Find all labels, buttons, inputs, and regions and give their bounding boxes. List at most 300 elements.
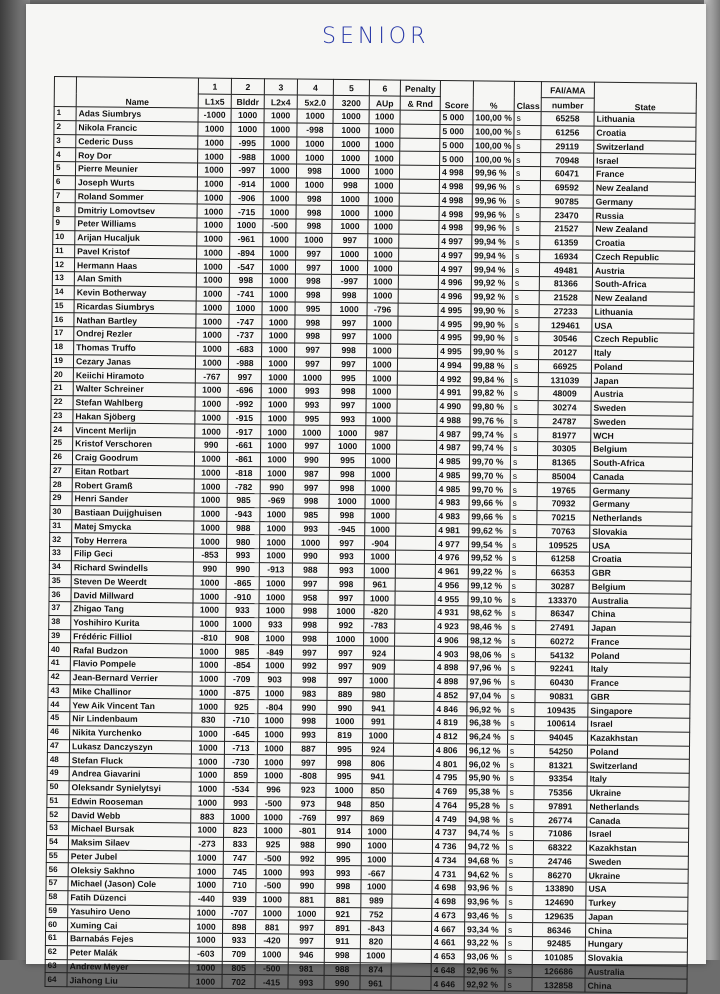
rank-cell: 26	[50, 450, 72, 464]
total-score-cell: 4 736	[432, 839, 465, 853]
pilot-name-cell: Henri Sander	[72, 492, 194, 507]
round-1-score-cell: 1000	[194, 452, 227, 466]
round-2-score-cell: -988	[228, 356, 261, 370]
class-cell: s	[507, 771, 534, 785]
percent-cell: 99,74 %	[470, 441, 511, 455]
round-1-score-cell: 1000	[194, 465, 227, 479]
round-4-score-cell: 923	[290, 783, 326, 797]
rank-cell: 16	[52, 313, 74, 327]
total-score-cell: 4 898	[434, 674, 467, 688]
class-cell: s	[509, 579, 536, 593]
penalty-cell	[397, 385, 437, 399]
fai-number-cell: 66925	[538, 359, 591, 373]
round-2-score-cell: -683	[229, 342, 262, 356]
round-2-score-cell: -534	[224, 782, 257, 796]
round-3-score-cell: 1000	[261, 356, 294, 370]
fai-number-cell: 21527	[540, 222, 593, 236]
total-score-cell: 4 990	[437, 399, 470, 413]
fai-number-cell: 124690	[533, 895, 586, 909]
round-2-score-cell: 747	[223, 851, 256, 865]
class-cell: s	[506, 868, 533, 882]
round-3-score-cell: 1000	[261, 397, 294, 411]
round-1-score-cell: 1000	[195, 355, 228, 369]
total-score-cell: 4 981	[436, 523, 469, 537]
rank-cell: 61	[45, 931, 67, 945]
rank-cell: 57	[46, 876, 68, 890]
round-2-score-cell: -713	[224, 741, 257, 755]
percent-cell: 99,70 %	[469, 455, 510, 469]
round-2-score-cell: 710	[223, 878, 256, 892]
round-5-score-cell: 1000	[328, 632, 364, 646]
state-cell: Croatia	[594, 126, 696, 141]
class-cell: s	[509, 620, 536, 634]
state-cell: New Zealand	[593, 222, 695, 237]
round-3-score-cell: 1000	[264, 109, 297, 123]
round-3-score-cell: -969	[260, 494, 293, 508]
pilot-name-cell: Hermann Haas	[74, 258, 196, 273]
state-cell: Lithuania	[594, 112, 696, 127]
rank-cell: 3	[54, 134, 76, 148]
rank-cell: 52	[47, 808, 69, 822]
round-6-score-cell: 1000	[369, 137, 400, 151]
state-cell: Japan	[586, 910, 688, 925]
round-3-score-cell: 990	[260, 480, 293, 494]
penalty-cell	[400, 110, 440, 124]
percent-cell: 99,84 %	[470, 372, 511, 386]
round-1-score-cell: -440	[190, 892, 223, 906]
rank-cell: 9	[53, 216, 75, 230]
rank-cell: 13	[52, 271, 74, 285]
penalty-cell	[399, 248, 439, 262]
round-4-score-cell: 981	[288, 962, 324, 976]
round-4-score-cell: 993	[294, 398, 330, 412]
percent-cell: 99,94 %	[472, 248, 513, 262]
class-cell: s	[508, 648, 535, 662]
round-6-score-cell: 909	[363, 660, 394, 674]
pilot-name-cell: Roland Sommer	[75, 189, 197, 204]
state-cell: Sweden	[591, 415, 693, 430]
rank-cell: 27	[50, 464, 72, 478]
round-1-score-cell: 1000	[189, 933, 222, 947]
fai-number-cell: 60272	[536, 634, 589, 648]
round-5-score-cell: 997	[326, 811, 362, 825]
total-score-cell: 4 996	[438, 289, 471, 303]
class-cell: s	[510, 538, 537, 552]
round-3-score-cell: 1000	[257, 810, 290, 824]
round-4-score-cell: 988	[292, 563, 328, 577]
class-cell: s	[513, 194, 540, 208]
header-round-2-task: Blddr	[231, 94, 264, 108]
round-1-score-cell: -273	[190, 837, 223, 851]
round-5-score-cell: 1000	[330, 426, 366, 440]
round-5-score-cell: -945	[329, 522, 365, 536]
fai-number-cell: 85004	[537, 469, 590, 483]
state-cell: Italy	[592, 346, 694, 361]
total-score-cell: 4 995	[438, 331, 471, 345]
round-3-score-cell: 1000	[258, 714, 291, 728]
fai-number-cell: 60471	[540, 167, 593, 181]
header-round-5-number: 5	[333, 79, 369, 95]
round-1-score-cell: -810	[193, 630, 226, 644]
round-6-score-cell: 1000	[367, 275, 398, 289]
percent-cell: 93,22 %	[464, 936, 505, 950]
round-3-score-cell: 1000	[262, 274, 295, 288]
total-score-cell: 4 997	[439, 248, 472, 262]
rank-cell: 23	[51, 409, 73, 423]
percent-cell: 93,34 %	[465, 922, 506, 936]
round-4-score-cell: 998	[296, 219, 332, 233]
round-1-score-cell: 1000	[190, 864, 223, 878]
percent-cell: 99,96 %	[472, 207, 513, 221]
rank-cell: 54	[46, 835, 68, 849]
total-score-cell: 4 988	[437, 413, 470, 427]
pilot-name-cell: Thomas Truffo	[74, 340, 196, 355]
total-score-cell: 4 995	[438, 317, 471, 331]
round-2-score-cell: 702	[222, 975, 255, 989]
round-3-score-cell: 1000	[262, 260, 295, 274]
round-3-score-cell: 1000	[263, 232, 296, 246]
percent-cell: 97,96 %	[467, 675, 508, 689]
round-2-score-cell: -710	[225, 713, 258, 727]
state-cell: Russia	[593, 208, 695, 223]
round-6-score-cell: 1000	[364, 591, 395, 605]
round-5-score-cell: 997	[327, 646, 363, 660]
round-3-score-cell: 1000	[260, 521, 293, 535]
round-4-score-cell: 1000	[297, 137, 333, 151]
state-cell: Poland	[588, 648, 690, 663]
total-score-cell: 4 667	[432, 922, 465, 936]
round-3-score-cell: 1000	[256, 865, 289, 879]
class-cell: s	[508, 661, 535, 675]
round-5-score-cell: 995	[329, 453, 365, 467]
total-score-cell: 4 806	[433, 743, 466, 757]
rank-cell: 58	[46, 890, 68, 904]
state-cell: Sweden	[586, 855, 688, 870]
header-percent: %	[473, 81, 514, 111]
round-4-score-cell: 998	[296, 164, 332, 178]
penalty-cell	[399, 165, 439, 179]
state-cell: Czech Republic	[592, 332, 694, 347]
state-cell: Belgium	[589, 580, 691, 595]
round-2-score-cell: 709	[222, 947, 255, 961]
round-2-score-cell: -730	[224, 755, 257, 769]
penalty-cell	[392, 853, 432, 867]
fai-number-cell: 61256	[541, 125, 594, 139]
fai-number-cell: 48009	[538, 387, 591, 401]
class-cell: s	[508, 730, 535, 744]
total-score-cell: 4 956	[435, 578, 468, 592]
percent-cell: 99,70 %	[469, 482, 510, 496]
rank-cell: 1	[54, 107, 76, 121]
pilot-name-cell: Kevin Botherway	[74, 285, 196, 300]
round-5-score-cell: 1000	[332, 219, 368, 233]
round-6-score-cell: 1000	[369, 151, 400, 165]
pilot-name-cell: Roy Dor	[76, 148, 198, 163]
penalty-cell	[394, 674, 434, 688]
penalty-cell	[392, 866, 432, 880]
class-cell: s	[511, 400, 538, 414]
pilot-name-cell: Nikola Francic	[76, 120, 198, 135]
penalty-cell	[398, 261, 438, 275]
pilot-name-cell: Nikita Yurchenko	[70, 725, 192, 740]
total-score-cell: 4 769	[433, 784, 466, 798]
round-1-score-cell: 1000	[193, 617, 226, 631]
round-4-score-cell: 990	[292, 549, 328, 563]
pilot-name-cell: Michael Bursak	[69, 822, 191, 837]
fai-number-cell: 66353	[536, 565, 589, 579]
penalty-cell	[400, 151, 440, 165]
round-3-score-cell: 1000	[260, 466, 293, 480]
total-score-cell: 4 985	[436, 454, 469, 468]
percent-cell: 93,96 %	[465, 895, 506, 909]
percent-cell: 99,62 %	[469, 523, 510, 537]
pilot-name-cell: Stefan Fluck	[69, 753, 191, 768]
penalty-cell	[400, 138, 440, 152]
round-1-score-cell: 1000	[194, 507, 227, 521]
round-3-score-cell: 1000	[258, 727, 291, 741]
class-cell: s	[506, 923, 533, 937]
rank-cell: 36	[49, 588, 71, 602]
fai-number-cell: 109525	[537, 538, 590, 552]
round-6-score-cell: 850	[362, 797, 393, 811]
round-6-score-cell: 1000	[363, 729, 394, 743]
pilot-name-cell: Nathan Bartley	[74, 313, 196, 328]
fai-number-cell: 54132	[535, 648, 588, 662]
round-2-score-cell: -715	[230, 205, 263, 219]
round-5-score-cell: 995	[326, 742, 362, 756]
total-score-cell: 4 998	[439, 207, 472, 221]
class-cell: s	[505, 964, 532, 978]
round-4-score-cell: 997	[294, 357, 330, 371]
round-6-score-cell: 1000	[361, 852, 392, 866]
penalty-cell	[398, 303, 438, 317]
class-cell: s	[506, 909, 533, 923]
percent-cell: 100,00 %	[473, 138, 514, 152]
round-4-score-cell: 990	[291, 700, 327, 714]
round-5-score-cell: 998	[330, 384, 366, 398]
round-2-score-cell: 1000	[226, 617, 259, 631]
rank-cell: 47	[47, 739, 69, 753]
fai-number-cell: 81366	[539, 277, 592, 291]
percent-cell: 93,96 %	[465, 881, 506, 895]
round-2-score-cell: 993	[224, 796, 257, 810]
round-5-score-cell: 1000	[333, 137, 369, 151]
round-1-score-cell: 1000	[191, 823, 224, 837]
rank-cell: 12	[52, 258, 74, 272]
round-4-score-cell: 998	[295, 315, 331, 329]
round-6-score-cell: 1000	[366, 399, 397, 413]
pilot-name-cell: Stefan Wahlberg	[73, 395, 195, 410]
rank-cell: 24	[51, 423, 73, 437]
total-score-cell: 4 994	[437, 358, 470, 372]
rank-cell: 14	[52, 285, 74, 299]
state-cell: Croatia	[589, 552, 691, 567]
penalty-cell	[399, 234, 439, 248]
class-cell: s	[512, 318, 539, 332]
penalty-cell	[399, 179, 439, 193]
round-1-score-cell: 1000	[197, 177, 230, 191]
round-5-score-cell: 1000	[333, 123, 369, 137]
round-1-score-cell: -853	[193, 548, 226, 562]
round-5-score-cell: -997	[331, 274, 367, 288]
header-round-3-task: L2x4	[264, 95, 297, 109]
class-cell: s	[513, 208, 540, 222]
round-4-score-cell: 988	[289, 838, 325, 852]
penalty-cell	[397, 358, 437, 372]
round-5-score-cell: 997	[327, 659, 363, 673]
round-3-score-cell: -415	[255, 975, 288, 989]
round-1-score-cell: 1000	[192, 699, 225, 713]
round-5-score-cell: 993	[325, 866, 361, 880]
pilot-name-cell: Yew Aik Vincent Tan	[70, 698, 192, 713]
round-2-score-cell: 997	[228, 370, 261, 384]
round-4-score-cell: 998	[295, 274, 331, 288]
percent-cell: 99,90 %	[471, 303, 512, 317]
total-score-cell: 4 998	[439, 166, 472, 180]
round-5-score-cell: 1000	[328, 604, 364, 618]
fai-number-cell: 16934	[540, 249, 593, 263]
round-1-score-cell: 1000	[198, 122, 231, 136]
round-4-score-cell: 1000	[289, 907, 325, 921]
percent-cell: 93,06 %	[464, 950, 505, 964]
state-cell: Australia	[585, 965, 687, 980]
rank-cell: 22	[51, 395, 73, 409]
round-5-score-cell: 993	[330, 412, 366, 426]
round-2-score-cell: -914	[230, 177, 263, 191]
state-cell: WCH	[591, 428, 693, 443]
round-3-score-cell: 1000	[260, 535, 293, 549]
round-5-score-cell: 1000	[330, 439, 366, 453]
round-6-score-cell: 1000	[362, 825, 393, 839]
total-score-cell: 4 931	[435, 606, 468, 620]
round-4-score-cell: 987	[293, 467, 329, 481]
round-3-score-cell: 1000	[259, 631, 292, 645]
round-2-score-cell: -737	[229, 328, 262, 342]
class-cell: s	[510, 455, 537, 469]
class-cell: s	[507, 826, 534, 840]
state-cell: Slovakia	[585, 951, 687, 966]
class-cell: s	[507, 785, 534, 799]
state-cell: GBR	[588, 690, 690, 705]
pilot-name-cell: Matej Smycka	[72, 519, 194, 534]
round-5-score-cell: 995	[330, 371, 366, 385]
penalty-cell	[393, 825, 433, 839]
state-cell: Hungary	[585, 937, 687, 952]
class-cell: s	[505, 978, 532, 992]
state-cell: Italy	[588, 662, 690, 677]
round-3-score-cell: 1000	[264, 122, 297, 136]
round-4-score-cell: 998	[292, 604, 328, 618]
penalty-cell	[394, 701, 434, 715]
penalty-cell	[392, 894, 432, 908]
percent-cell: 99,88 %	[470, 358, 511, 372]
state-cell: China	[586, 923, 688, 938]
round-4-score-cell: 1000	[293, 535, 329, 549]
round-2-score-cell: 993	[226, 548, 259, 562]
round-5-score-cell: 997	[329, 536, 365, 550]
round-6-score-cell: 1000	[368, 179, 399, 193]
round-6-score-cell: 1000	[369, 110, 400, 124]
round-6-score-cell: 989	[361, 894, 392, 908]
round-1-score-cell: 1000	[197, 232, 230, 246]
round-1-score-cell: 1000	[192, 685, 225, 699]
class-cell: s	[512, 345, 539, 359]
round-6-score-cell: 961	[364, 577, 395, 591]
state-cell: Czech Republic	[593, 250, 695, 265]
round-5-score-cell: 891	[325, 921, 361, 935]
penalty-cell	[397, 440, 437, 454]
class-cell: s	[514, 153, 541, 167]
round-5-score-cell: 990	[327, 701, 363, 715]
round-6-score-cell: 1000	[363, 674, 394, 688]
class-cell: s	[512, 276, 539, 290]
round-1-score-cell: 1000	[197, 246, 230, 260]
class-cell: s	[510, 496, 537, 510]
round-3-score-cell: 1000	[263, 246, 296, 260]
total-score-cell: 4 661	[431, 936, 464, 950]
total-score-cell: 4 997	[439, 234, 472, 248]
penalty-cell	[396, 495, 436, 509]
round-4-score-cell: 990	[289, 879, 325, 893]
round-4-score-cell: 998	[293, 494, 329, 508]
fai-number-cell: 92485	[532, 937, 585, 951]
round-1-score-cell: 990	[193, 562, 226, 576]
rank-cell: 45	[48, 711, 70, 725]
fai-number-cell: 23470	[540, 208, 593, 222]
round-1-score-cell: 1000	[196, 287, 229, 301]
round-5-score-cell: 990	[324, 976, 360, 990]
penalty-cell	[396, 523, 436, 537]
state-cell: Kazakhstan	[586, 841, 688, 856]
pilot-name-cell: Flavio Pompele	[70, 657, 192, 672]
round-2-score-cell: -854	[225, 658, 258, 672]
round-5-score-cell: 1000	[332, 206, 368, 220]
penalty-cell	[391, 976, 431, 990]
class-cell: s	[508, 716, 535, 730]
rank-cell: 2	[54, 120, 76, 134]
state-cell: France	[593, 167, 695, 182]
rank-cell: 59	[46, 904, 68, 918]
round-2-score-cell: 805	[222, 961, 255, 975]
round-5-score-cell: 993	[328, 563, 364, 577]
round-2-score-cell: -661	[228, 438, 261, 452]
round-5-score-cell: 998	[332, 178, 368, 192]
state-cell: Netherlands	[587, 800, 689, 815]
round-3-score-cell: 1000	[256, 906, 289, 920]
pilot-name-cell: Pierre Meunier	[75, 162, 197, 177]
fai-number-cell: 30274	[538, 400, 591, 414]
state-cell: Israel	[588, 717, 690, 732]
round-3-score-cell: -500	[263, 219, 296, 233]
round-2-score-cell: 1000	[231, 122, 264, 136]
round-4-score-cell: 993	[288, 975, 324, 989]
round-3-score-cell: 1000	[260, 507, 293, 521]
round-2-score-cell: 998	[229, 273, 262, 287]
round-3-score-cell: 1000	[255, 947, 288, 961]
round-6-score-cell: -667	[361, 866, 392, 880]
rank-cell: 18	[52, 340, 74, 354]
total-score-cell: 5 000	[440, 111, 473, 125]
percent-cell: 99,96 %	[472, 193, 513, 207]
penalty-cell	[399, 193, 439, 207]
fai-number-cell: 81365	[537, 455, 590, 469]
round-2-score-cell: -995	[231, 136, 264, 150]
pilot-name-cell: Alan Smith	[74, 272, 196, 287]
percent-cell: 99,96 %	[472, 221, 513, 235]
round-1-score-cell: -603	[189, 947, 222, 961]
total-score-cell: 4 991	[437, 386, 470, 400]
fai-number-cell: 94045	[535, 730, 588, 744]
